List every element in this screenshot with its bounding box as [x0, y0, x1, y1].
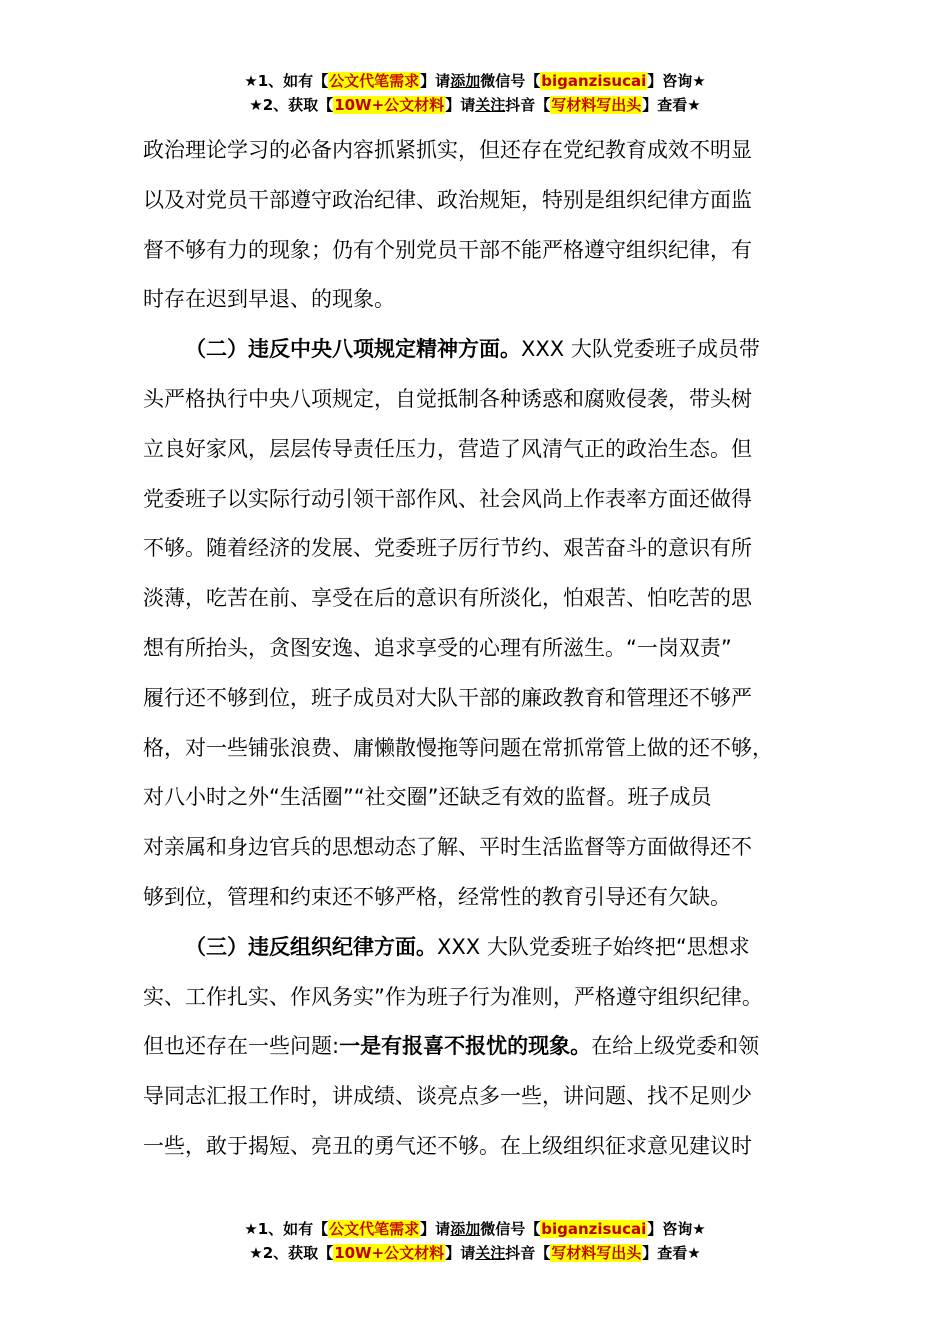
text-line: 一些，敢于揭短、亮丑的勇气还不够。在上级组织征求意见建议时 [143, 1133, 752, 1158]
text-line: 时存在迟到早退、的现象。 [143, 287, 395, 312]
text-span: 在给上级党委和领 [591, 1034, 760, 1059]
banner-highlight: 写材料写出头 [551, 1244, 642, 1262]
text-line: 淡薄，吃苦在前、享受在后的意识有所淡化，怕艰苦、怕吃苦的思 [143, 586, 752, 611]
banner-text: ★2、获取【 [249, 96, 334, 114]
paragraph-3 [143, 923, 833, 1172]
text-span: XXX 大队党委班子成员带 [521, 337, 760, 362]
text-line [143, 923, 833, 973]
text-line: 政治理论学习的必备内容抓紧抓实，但还存在党纪教育成效不明显 [143, 138, 752, 162]
banner-text: ★1、如有【 [244, 1220, 329, 1238]
text-span: 但也还存在一些问题: [143, 1034, 340, 1059]
banner-line-1 [0, 1218, 950, 1242]
text-line: 不够。随着经济的发展、党委班子厉行节约、艰苦奋斗的意识有所 [143, 536, 752, 561]
banner-line-2 [0, 1242, 950, 1266]
banner-underline: 添加 [450, 72, 481, 90]
section-heading: （二）违反中央八项规定精神方面。 [185, 337, 521, 362]
banner-text: 】查看★ [642, 1244, 701, 1262]
banner-highlight: biganzisucai [541, 72, 647, 90]
text-span: XXX 大队党委班子始终把“思想求 [437, 934, 750, 959]
text-line: 想有所抬头，贪图安逸、追求享受的心理有所滋生。“一岗双责” [143, 635, 732, 660]
text-line: 对八小时之外“生活圈”“社交圈”还缺乏有效的监督。班子成员 [143, 785, 712, 810]
banner-highlight: 公文代笔需求 [329, 72, 420, 90]
text-line: 对亲属和身边官兵的思想动态了解、平时生活监督等方面做得还不 [143, 835, 752, 860]
banner-text: ★1、如有【 [244, 72, 329, 90]
banner-underline: 添加 [450, 1220, 481, 1238]
text-line: 以及对党员干部遵守政治纪律、政治规矩，特别是组织纪律方面监 [143, 187, 752, 212]
banner-text: 】请 [420, 72, 451, 90]
banner-highlight: 10W+公文材料 [334, 96, 445, 114]
text-line [143, 1022, 833, 1072]
banner-text: 】查看★ [642, 96, 701, 114]
paragraph-1 [143, 126, 833, 325]
text-line: 够到位，管理和约束还不够严格，经常性的教育引导还有欠缺。 [143, 884, 731, 909]
paragraph-2 [143, 325, 833, 923]
banner-text: ★2、获取【 [249, 1244, 334, 1262]
banner-text: 抖音【 [505, 1244, 551, 1262]
text-line: 党委班子以实际行动引领干部作风、社会风尚上作表率方面还做得 [143, 486, 752, 511]
banner-text: 】咨询★ [647, 72, 706, 90]
banner-text: 】请 [420, 1220, 451, 1238]
banner-text: 】咨询★ [647, 1220, 706, 1238]
banner-highlight: 10W+公文材料 [334, 1244, 445, 1262]
text-line: 立良好家风，层层传导责任压力，营造了风清气正的政治生态。但 [143, 436, 752, 461]
banner-text: 】请 [445, 1244, 476, 1262]
banner-line-1 [0, 70, 950, 94]
text-line: 督不够有力的现象；仍有个别党员干部不能严格遵守组织纪律，有 [143, 237, 752, 262]
banner-underline: 关注 [475, 96, 506, 114]
banner-text: 】请 [445, 96, 476, 114]
footer-banner [0, 1218, 950, 1266]
banner-highlight: 公文代笔需求 [329, 1220, 420, 1238]
banner-highlight: 写材料写出头 [551, 96, 642, 114]
text-line: 导同志汇报工作时，讲成绩、谈亮点多一些，讲问题、找不足则少 [143, 1084, 752, 1109]
section-heading: （三）违反组织纪律方面。 [185, 934, 437, 959]
banner-text: 抖音【 [505, 96, 551, 114]
banner-text: 微信号【 [480, 1220, 541, 1238]
document-body [143, 126, 833, 1172]
text-line: 履行还不够到位，班子成员对大队干部的廉政教育和管理还不够严 [143, 685, 752, 710]
text-line: 头严格执行中央八项规定，自觉抵制各种诱惑和腐败侵袭，带头树 [143, 386, 752, 411]
banner-text: 微信号【 [480, 72, 541, 90]
text-line: 实、工作扎实、作风务实”作为班子行为准则，严格遵守组织纪律。 [143, 984, 763, 1009]
banner-underline: 关注 [475, 1244, 506, 1262]
banner-highlight: biganzisucai [541, 1220, 647, 1238]
bold-phrase: 一是有报喜不报忧的现象。 [339, 1034, 592, 1059]
text-line [143, 325, 833, 375]
text-line: 格，对一些铺张浪费、庸懒散慢拖等问题在常抓常管上做的还不够， [143, 735, 773, 760]
header-banner [0, 70, 950, 118]
banner-line-2 [0, 94, 950, 118]
